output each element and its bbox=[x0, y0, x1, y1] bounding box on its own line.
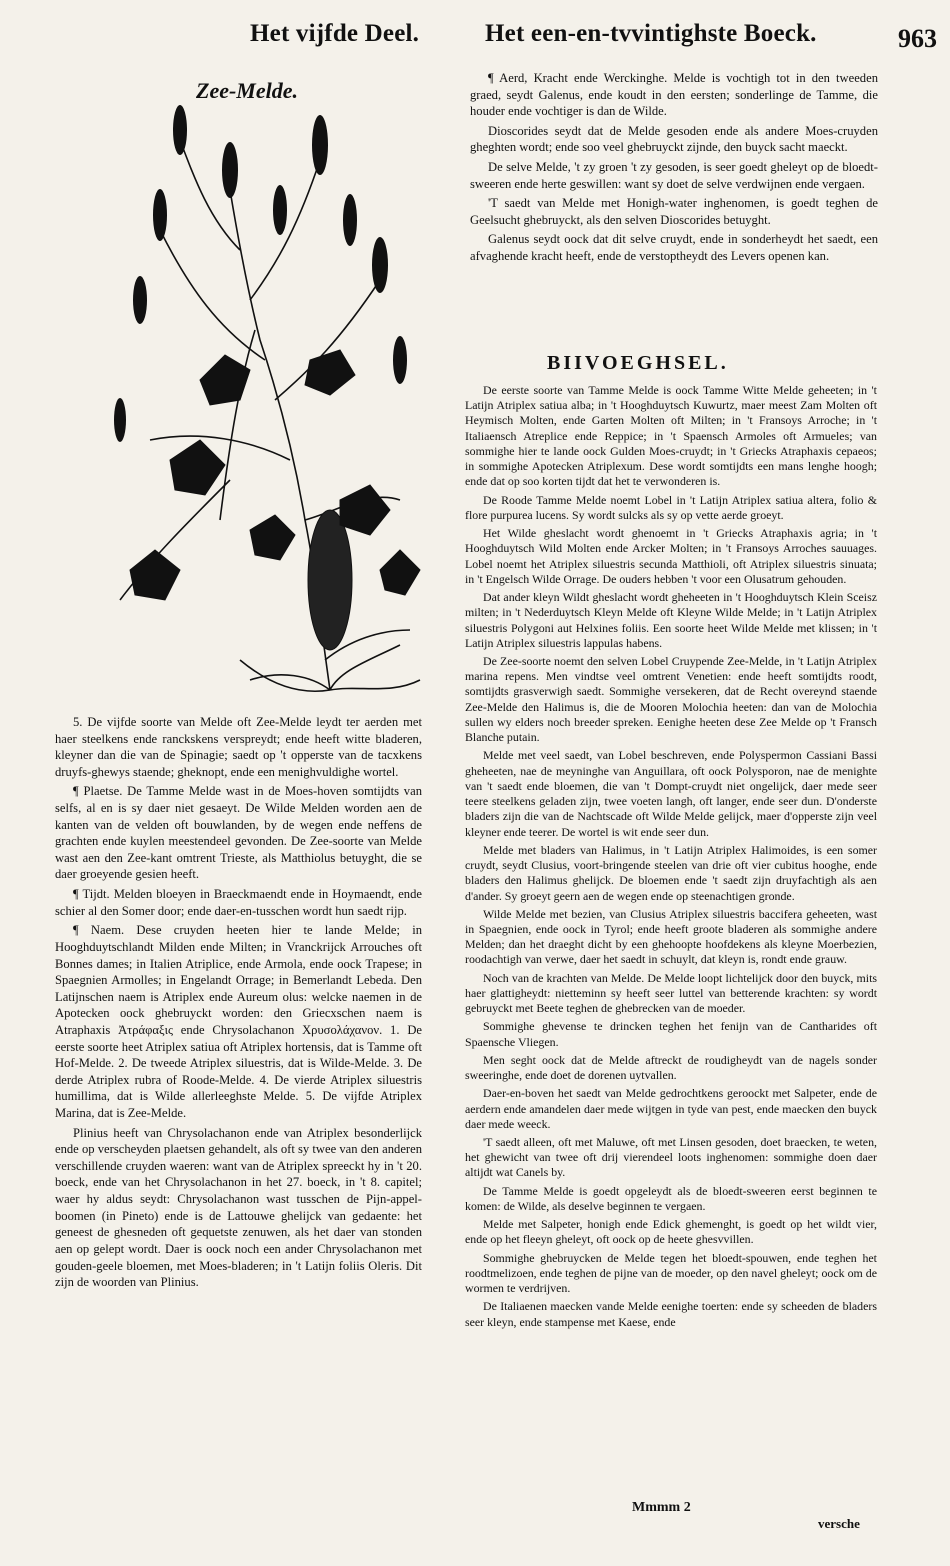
paragraph: De Zee-soorte noemt den selven Lobel Cruypende Zee-Melde, in 't Latijn Atriplex marina repens. Men vindtse veel omtrent Venetien: ende heeft somtijdts roodt, somtijdts grasverwigh saedt. Sommighe versekeren, dat de Recht overeynd staende Zee-Melde den Halimus is, die de Mooren Molochia heeten: dan van de Molochia sullen wy elders noch breeder spreken. Eenighe heeten dese Zee Melde op 't Fransch Blanche putain. bbox=[465, 653, 877, 745]
paragraph: ¶ Naem. Dese cruyden heeten hier te lande Melde; in Hooghduytschlandt Milden ende Milten; in Vranckrijck Arrouches oft Bonnes dames; in Italien Atriplice, ende Armola, ende oock Trapese; in Spaegnien Armolles; in Engelandt Orrage; in Bemerlandt Lebeda. Den Latijnschen naem is Atriplex ende Aureum olus: welcke naemen in de Apotecken oock ghebruyckt worden: den Griecxschen naem is Atraphaxis Ἀτράφαξις ende Chrysolachanon Χρυσολάχανον. 1. De eerste soorte heet Atriplex satiua oft Atriplex hortensis, dat is Tamme oft Hof-Melde. 2. De tweede Atriplex siluestris, dat is Wilde-Melde. 3. De derde Atriplex rubra of Roode-Melde. 4. De vierde Atriplex siluestris humillima, dat is Wilde allerleeghste Melde. 5. De vijfde Atriplex Marina, dat is Zee-Melde. bbox=[55, 923, 422, 1121]
paragraph: Melde met bladers van Halimus, in 't Latijn Atriplex Halimoides, is een somer cruydt, seydt Clusius, voort-bringende steelen van drie oft vier cubitus hooghe, ende bladers den Halimus ghelijck. De bloemen ende 't saedt zijn druyfachtigh als aen d'ander. Sy groeyt geern aen de wegen ende op steenachtigen gronde. bbox=[465, 842, 877, 903]
paragraph: Wilde Melde met bezien, van Clusius Atriplex siluestris baccifera geheeten, wast in Spaegnien, ende oock in Tyrol; ende heeft groote bladeren als sommighe andere Melden; dan het draeght dicht by een ghehoopte hoofdekens als kleyne Moerbezien, roodachtigh van verwe, daer het saedt in schuylt, dat kleyn is, rondt ende grauw. bbox=[465, 906, 877, 967]
paragraph: Het Wilde gheslacht wordt ghenoemt in 't Griecks Atraphaxis agria; in 't Hooghduytsch Wild Molten ende Arcker Molten; in 't Fransoys Arroches sauuages. Lobel noemt het Atriplex siluestris secunda Matthioli, oft Atriplex siluestris sinuata; in 't Engelsch Wilde Orrage. De ouders hebben 't voor een Olusatrum gehouden. bbox=[465, 526, 877, 586]
paragraph: Sommighe ghebruycken de Melde tegen het bloedt-spouwen, ende teghen het roodtmelizoen, ende teghen de pijne van de moeder, op den navel gheleyt; oock om de wormen te verdrijven. bbox=[465, 1250, 877, 1296]
paragraph: Dioscorides seydt dat de Melde gesoden ende als andere Moes-cruyden gheghten wordt; ende soo veel ghebruyckt zijnde, den buyck sacht maeckt. bbox=[470, 123, 878, 155]
paragraph: De selve Melde, 't zy groen 't zy gesoden, is seer goedt gheleyt op de bloedt-sweeren ende herte geswillen: want sy doet de selve verdwijnen ende vergaen. bbox=[470, 160, 878, 191]
catchword: versche bbox=[818, 1516, 860, 1531]
paragraph: Noch van de krachten van Melde. De Melde loopt lichtelijck door den buyck, mits haer glattigheydt: nietteminn sy heeft seer luttel van betterende krachten: sy wordt gebruyckt met Beete teghen de ghebrecken van de moeder. bbox=[465, 970, 877, 1016]
paragraph: ¶ Tijdt. Melden bloeyen in Braeckmaendt ende in Hoymaendt, ende schier al den Somer door; ende daer-en-tusschen wordt hun saedt rijp. bbox=[55, 887, 422, 918]
paragraph: De Italiaenen maecken vande Melde eenighe toerten: ende sy scheeden de bladers seer kleyn, ende stampense met Kaese, ende bbox=[465, 1299, 877, 1329]
paragraph: ¶ Aerd, Kracht ende Werckinghe. Melde is vochtigh tot in den tweeden graed, seydt Galenus, ende koudt in den eersten; sonderlinge de Tamme, die houder ende vochtiger is dan de Wilde. bbox=[470, 71, 878, 119]
paragraph: Sommighe ghevense te drincken teghen het fenijn van de Cantharides oft Spaensche Vliegen. bbox=[465, 1019, 877, 1049]
right-text-column-bottom bbox=[465, 383, 877, 1423]
paragraph: Dat ander kleyn Wildt gheslacht wordt gheheeten in 't Hooghduytsch Klein Sceisz milten; in 't Nederduytsch Kleyn Melde oft Kleyne Wilde Melde; in 't Latijn Atriplex siluestris Polygoni aut Helxines foliis. Een soorte heet Wilde Melde met klissen; in 't Latijn Atriplex siluestris lappulas habens. bbox=[465, 590, 877, 650]
plant-woodcut-illustration bbox=[80, 100, 430, 700]
section-heading: BIIVOEGHSEL. bbox=[547, 352, 729, 374]
paragraph: 5. De vijfde soorte van Melde oft Zee-Melde leydt ter aerden met haer steelkens ende ranckskens verspreydt; ende heeft witte bladeren, kleyner dan die van de Spinagie; saedt op 't opperste van de tacxkens druyfs-ghewys staende; gheknopt, ende een menighvuldighe wortel. bbox=[55, 715, 422, 779]
figure-caption: Zee-Melde. bbox=[196, 78, 298, 103]
paragraph: De eerste soorte van Tamme Melde is oock Tamme Witte Melde geheeten; in 't Latijn Atriplex satiua alba; in 't Hooghduytsch Kuwurtz, maer meest Zam Molten oft Heymisch Molten, ende Garten Molten oft Milten; in 't Fransoys Arroche; in 't Italiaensch Atreplice ende Reppice; in 't Spaensch Armoles oft Armueles; van sommighe hier te lande oock Gulden Moes-cruydt; in 't Griecks Atraphaxis cepaeos; in sommighe Apotecken Atriplexum. Dese wordt somtijdts een mans lenghe hoogh; ende dat op soo korten tijdt dat het te verwonderen is. bbox=[465, 383, 877, 489]
left-text-column bbox=[55, 714, 422, 1514]
page-number: 963 bbox=[898, 24, 937, 53]
paragraph: De Tamme Melde is goedt opgeleydt als de bloedt-sweeren eerst beginnen te komen: de Wilde, als deselve beginnen te vergaen. bbox=[465, 1183, 877, 1213]
running-head-right: Het een-en-tvvintighste Boeck. bbox=[485, 20, 817, 47]
paragraph: Melde met Salpeter, honigh ende Edick ghemenght, is goedt op het wildt vier, ende op het fleeyn gheleyt, oft oock op de heete ghesvvillen. bbox=[465, 1217, 877, 1247]
signature-mark: Mmmm 2 bbox=[632, 1500, 691, 1515]
right-text-column-top bbox=[470, 70, 878, 340]
paragraph: De Roode Tamme Melde noemt Lobel in 't Latijn Atriplex satiua altera, folio & flore purpurea lucens. Sy wordt sulcks als sy op vette aerde groeyt. bbox=[465, 492, 877, 522]
paragraph: Plinius heeft van Chrysolachanon ende van Atriplex besonderlijck ende op verscheyden plaetsen gehandelt, als oft sy twee van den anderen verschillende cruyden waeren: want van de Atriplex spreeckt hy in 't 20. boeck, ende van het Chrysolachanon in het 27. boeck, in 't 8. capitel; waer hy aldus seydt: Chrysolachanon wast tusschen de Pijn-appel-boomen (in Pineto) ende is de Lattouwe ghelijck van gedaente: het geneest de ghesneden oft gequetste zenuwen, als het daer van stonden aen op gelept wordt. Daer is oock noch een ander Chrysolachanon met gouden-geele bloemen, met Moes-bladeren; in 't Latijn foliis Oleris. Dit zijn de woorden van Plinius. bbox=[55, 1125, 422, 1290]
paragraph: Daer-en-boven het saedt van Melde gedrochtkens geroockt met Salpeter, ende de aerdern ende amandelen daer mede wijtgen in tyde van pest, ende maecken den buyck daer mede weeck. bbox=[465, 1086, 877, 1131]
paragraph: 'T saedt van Melde met Honigh-water inghenomen, is goedt teghen de Geelsucht ghebruyckt, als den selven Dioscorides betuyght. bbox=[470, 196, 878, 227]
paragraph: 'T saedt alleen, oft met Maluwe, oft met Linsen gesoden, doet braecken, te weten, het ghewicht van twee oft drij vierendeel loots inghenomen: sommighe doen daer altijdt wat Canels by. bbox=[465, 1135, 877, 1180]
running-head-left: Het vijfde Deel. bbox=[250, 20, 420, 47]
paragraph: ¶ Plaetse. De Tamme Melde wast in de Moes-hoven somtijdts van selfs, al en is sy daer niet gesaeyt. De Wilde Melden worden aen de kanten van de velden oft bouwlanden, by de wegen ende neffens de grachten ende kuylen meestendeel gevonden. De Zee-soorte van Melde wast aen den Zee-kant omtrent Trieste, als Matthiolus betuyght, die se daer groeyende gesien heeft. bbox=[55, 784, 422, 882]
paragraph: Galenus seydt oock dat dit selve cruydt, ende in sonderheydt het saedt, een afvaghende kracht heeft, ende de verstoptheydt des Levers openen kan. bbox=[470, 232, 878, 264]
paragraph: Melde met veel saedt, van Lobel beschreven, ende Polyspermon Cassiani Bassi gheheeten, nae de meyninghe van Anguillara, oft oock Polysporon, nae de menighte van 't saedt ende bloemen, die van 't Dompt-cruydt niet ongelijck, daer mede seer teere steelkens geladen zijn, twee voeten langh, oft langer, ende seer dun. D'onderste bladers zijn die van de Nachtscade oft Wilde Melde gelijck, maer d'opperste zijn veel kleyner ende teerer. De wortel is wit ende seer dun. bbox=[465, 748, 877, 839]
paragraph: Men seght oock dat de Melde aftreckt de roudigheydt van de nagels sonder sweeringhe, ende doet de dorenen uytvallen. bbox=[465, 1052, 877, 1083]
